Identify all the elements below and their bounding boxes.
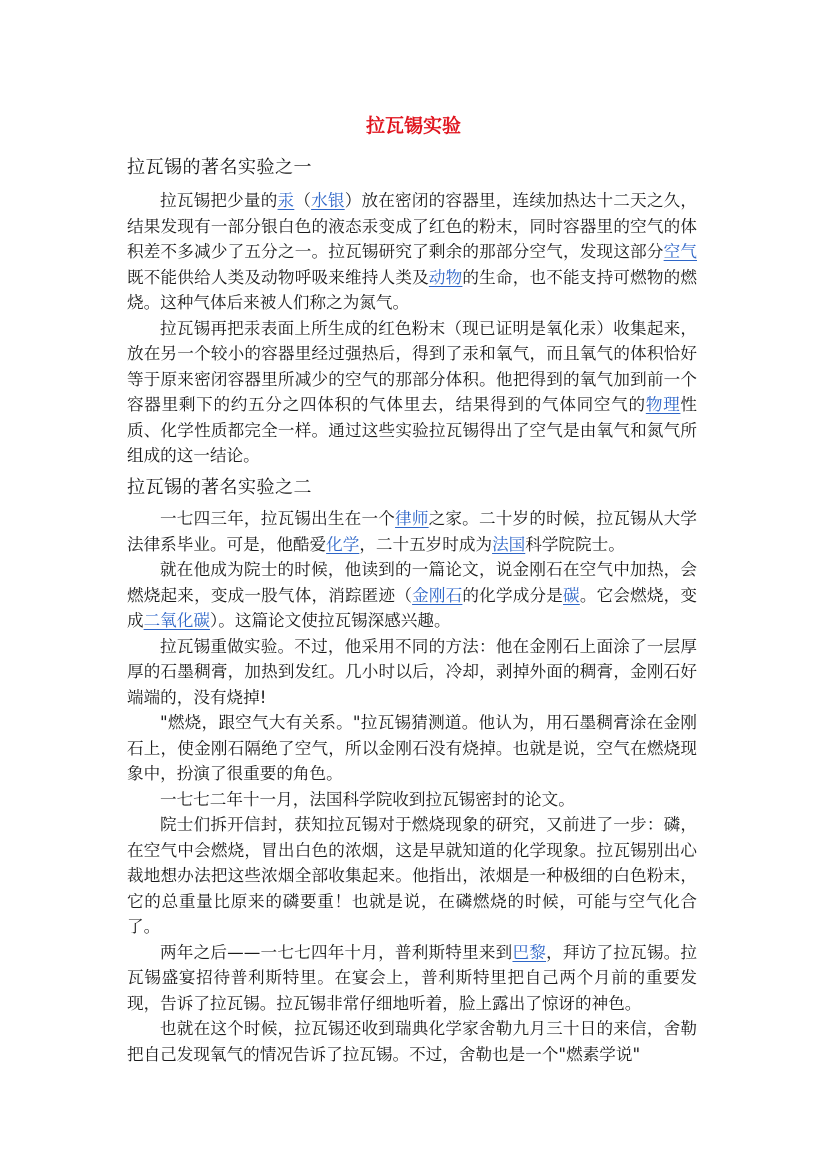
link-carbon-dioxide[interactable]: 二氧化碳: [143, 611, 210, 630]
text: 一七四三年，拉瓦锡出生在一个: [160, 509, 396, 528]
text: 性质、化学性质都完全一样。通过这些实验拉瓦锡得出了空气是由氧气和氮气所组成的这一结论。: [127, 395, 698, 465]
paragraph: 一七七二年十一月，法国科学院收到拉瓦锡密封的论文。: [160, 789, 575, 809]
paragraph: 院士们拆开信封，获知拉瓦锡对于燃烧现象的研究，又前进了一步：磷，在空气中会燃烧，冒出白色的浓烟，这是早就知道的化学现象。拉瓦锡别出心裁地想办法把这些浓烟全部收集起来。他指出，浓烟是一种极细的白色粉末，它的总重量比原来的磷要重！也就是说，在磷燃烧的时候，可能与空气化合了。: [127, 815, 697, 936]
section-1-heading: 拉瓦锡的著名实验之一: [127, 157, 312, 178]
paragraph: [127, 316, 697, 469]
text: 的化学成分是: [462, 585, 564, 605]
text: 拉瓦锡再把汞表面上所生成的红色粉末（现已证明是氧化汞）收集起来，放在另一个较小的容器里经过强热后，得到了汞和氧气，而且氧气的体积恰好等于原来密闭容器里所减少的空气的那部分体积。他把得到的氧气加到前一个容器里剩下的约五分之四体积的气体里去，结果得到的气体同空气的: [127, 318, 697, 414]
paragraph: 也就在这个时候，拉瓦锡还收到瑞典化学家舍勒九月三十日的来信，舍勒把自己发现氧气的情况告诉了拉瓦锡。不过，舍勒也是一个"燃素学说": [127, 1019, 697, 1064]
section-2-body: [127, 506, 697, 1067]
link-mercury[interactable]: 汞: [277, 191, 295, 210]
section-2-heading: 拉瓦锡的著名实验之二: [127, 477, 312, 498]
text: 的生命，也不能支持可燃物的燃烧。这种气体后来被人们称之为氮气。: [127, 267, 698, 312]
text: 就在他成为院士的时候，他读到的一篇论文，说金刚石在空气中加热，会燃烧起来，变成一股气体，消踪匿迹（: [127, 560, 697, 605]
link-paris[interactable]: 巴黎: [512, 942, 547, 962]
paragraph: [127, 506, 697, 557]
text: 。它会燃烧，变成: [127, 585, 698, 630]
text: （: [294, 191, 312, 210]
paragraph: [127, 557, 697, 634]
link-france[interactable]: 法国: [492, 534, 526, 554]
section-1-body: [127, 188, 697, 469]
text: 两年之后——一七七四年十月，普利斯特里来到: [160, 942, 513, 962]
paragraph: "燃烧，跟空气大有关系。"拉瓦锡猜测道。他认为，用石墨稠膏涂在金刚石上，使金刚石隔绝了空气，所以金刚石没有烧掉。也就是说，空气在燃烧现象中，扮演了很重要的角色。: [127, 713, 697, 783]
text: 既不能供给人类及动物呼吸来维持人类及: [127, 267, 429, 287]
link-air[interactable]: 空气: [663, 242, 698, 261]
paragraph: 拉瓦锡重做实验。不过，他采用不同的方法：他在金刚石上面涂了一层厚厚的石墨稠膏，加热到发红。几小时以后，冷却，剥掉外面的稠膏，金刚石好端端的，没有烧掉!: [127, 636, 697, 707]
link-chemistry[interactable]: 化学: [326, 534, 360, 554]
text: 之家。二十岁的时候，拉瓦锡从大学法律系毕业。可是，他酷爱: [127, 509, 698, 554]
page-title: 拉瓦锡实验: [365, 115, 461, 137]
text: ）。这篇论文使拉瓦锡深感兴趣。: [209, 611, 451, 630]
paragraph: [127, 188, 697, 316]
text: ，拜访了拉瓦锡。拉瓦锡盛宴招待普利斯特里。在宴会上，普利斯特里把自己两个月前的重要发现，告诉了拉瓦锡。拉瓦锡非常仔细地听着，脸上露出了惊讶的神色。: [127, 942, 698, 1013]
link-physics[interactable]: 物理: [645, 395, 681, 414]
text: ）放在密闭的容器里，连续加热达十二天之久，结果发现有一部分银白色的液态汞变成了红色的粉末，同时容器里的空气的体积差不多减少了五分之一。拉瓦锡研究了剩余的那部分空气，发现这部分: [127, 191, 698, 261]
link-lawyer[interactable]: 律师: [395, 509, 429, 528]
link-diamond[interactable]: 金刚石: [412, 585, 463, 605]
text: ，二十五岁时成为: [359, 534, 493, 554]
text: 科学院院士。: [525, 534, 625, 554]
text: 拉瓦锡把少量的: [160, 191, 278, 210]
link-animal[interactable]: 动物: [428, 267, 463, 287]
paragraph: [127, 940, 697, 1017]
link-carbon[interactable]: 碳: [563, 585, 580, 605]
link-quicksilver[interactable]: 水银: [311, 191, 345, 210]
